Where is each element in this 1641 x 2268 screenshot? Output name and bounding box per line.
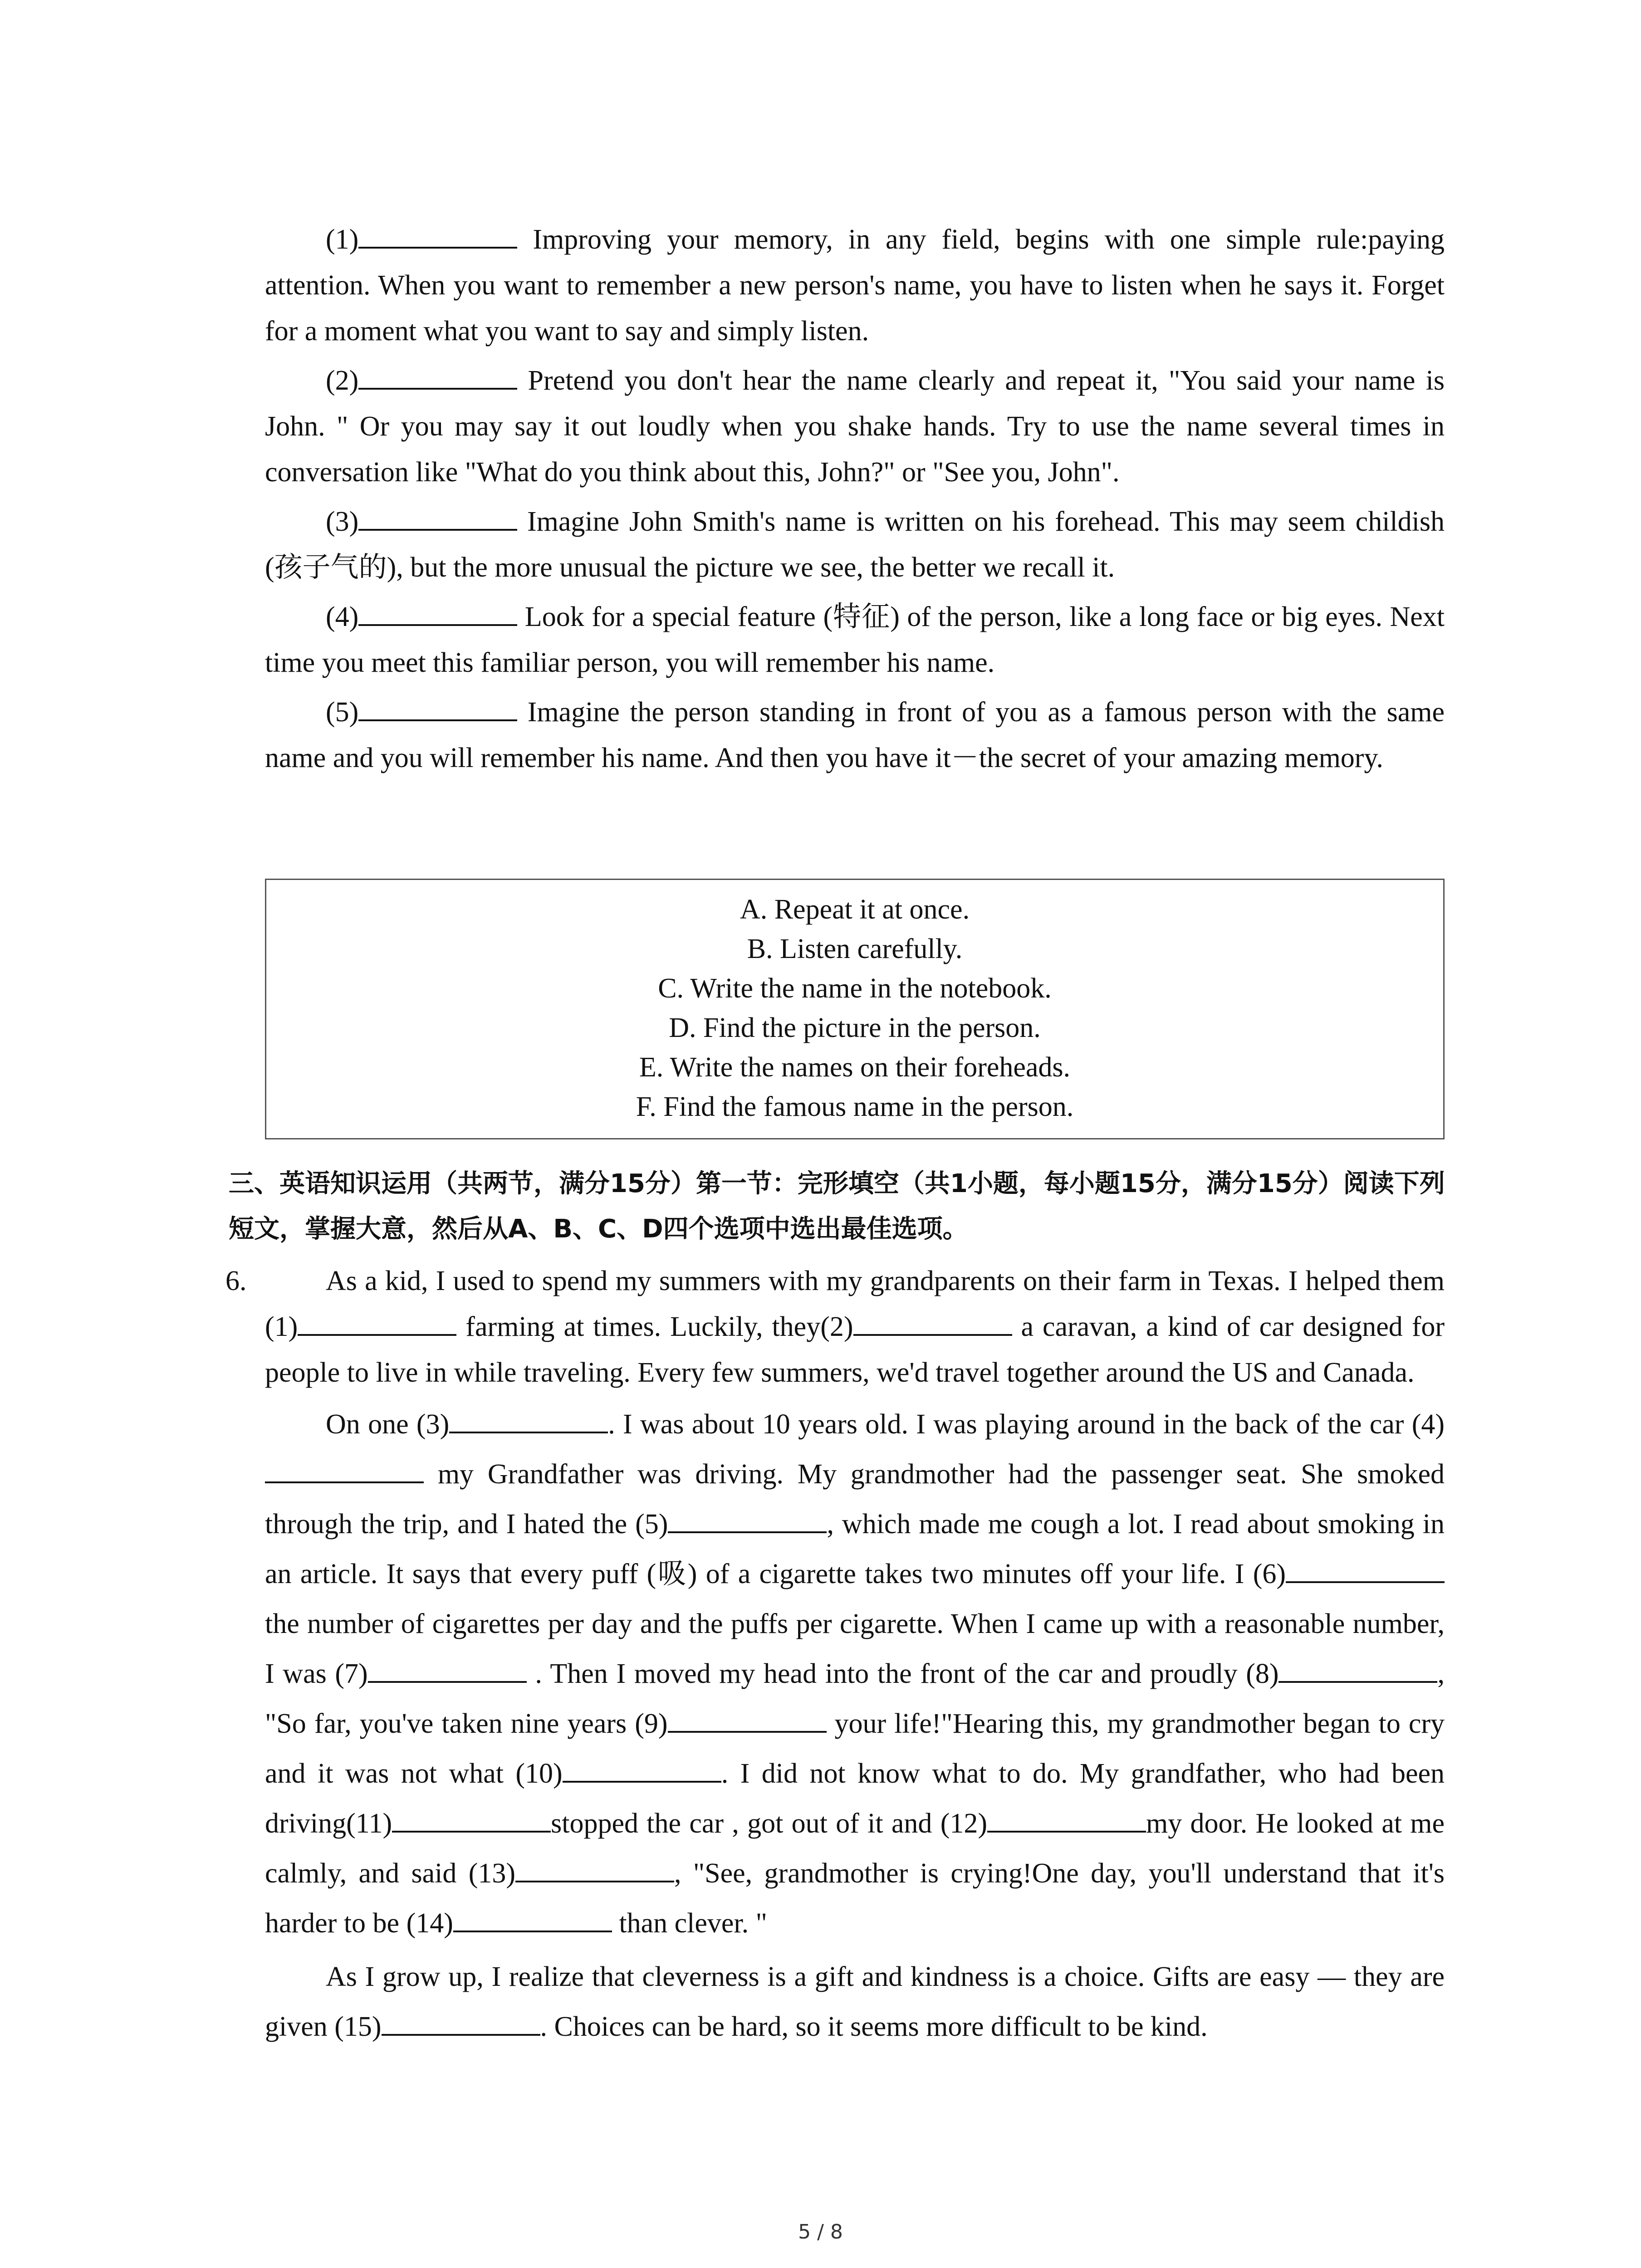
- blank-8[interactable]: [1279, 1657, 1437, 1683]
- blank-9[interactable]: [668, 1706, 827, 1733]
- blank-6[interactable]: [1286, 1557, 1445, 1583]
- option-a: A. Repeat it at once.: [740, 894, 970, 925]
- matching-item-5: (5) Imagine the person standing in front of you as a famous person with the same name and you will remember his name. And then you have it－the secret of your amazing memory.: [265, 689, 1445, 781]
- blank-4[interactable]: [265, 1457, 424, 1483]
- option-c: C. Write the name in the notebook.: [658, 973, 1052, 1004]
- question-number: 6.: [225, 1266, 247, 1296]
- answer-blank[interactable]: [358, 695, 517, 721]
- cloze-paragraph-1: As a kid, I used to spend my summers with my grandparents on their farm in Texas. I helped them (1) farming at times. Luckily, they(2) a caravan, a kind of car designed for people to live in while traveling. Every few summers, we'd travel together around the US and Canada.: [265, 1266, 1445, 1388]
- cloze-paragraph-2: On one (3) . I was about 10 years old. I was playing around in the back of the car (4) my Grandfather was driving. My grandmother had the passenger seat. She smoked through the trip, and I hated the (5) , which made me cough a lot. I read about smoking in an article. It says that every puff (吸) of a cigarette takes two minutes off your life. I (6) the number of cigarettes per day and the puffs per cigarette. When I came up with a reasonable number, I was (7) . Then I moved my head into the front of the car and proudly (8) , "So far, you've taken nine years (9) your life!"Hearing this, my grandmother began to cry and it was not what (10) . I did not know what to do. My grandfather, who had been driving(11) stopped the car , got out of it and (12) my door. He looked at me calmly, and said (13) , "See, grandmother is crying!One day, you'll understand that it's harder to be (14) than clever. ": [265, 1399, 1445, 1948]
- matching-item-2: (2) Pretend you don't hear the name clearly and repeat it, "You said your name is John. " Or you may say it out loudly when you shake hands. Try to use the name several times in conversation like "What do you think about this, John?" or "See you, John".: [265, 358, 1445, 495]
- blank-5[interactable]: [668, 1507, 827, 1533]
- matching-item-4: (4) Look for a special feature (特征) of the person, like a long face or big eyes. Next time you meet this familiar person, you will remember his name.: [265, 594, 1445, 686]
- matching-passage: [265, 217, 1445, 781]
- answer-blank[interactable]: [358, 504, 517, 531]
- section-heading: 三、英语知识运用（共两节，满分15分）第一节：完形填空（共1小题，每小题15分，满分15分）阅读下列短文，掌握大意，然后从A、B、C、D四个选项中选出最佳选项。: [229, 1169, 1445, 1244]
- matching-item-1: (1) Improving your memory, in any field, begins with one simple rule:paying attention. When you want to remember a new person's name, you have to listen when he says it. Forget for a moment what you want to say and simply listen.: [265, 217, 1445, 354]
- blank-14[interactable]: [453, 1906, 612, 1932]
- answer-blank[interactable]: [358, 600, 517, 626]
- matching-item-3: (3) Imagine John Smith's name is written on his forehead. This may seem childish (孩子气的), but the more unusual the picture we see, the better we recall it.: [265, 499, 1445, 591]
- option-b: B. Listen carefully.: [747, 934, 963, 964]
- blank-2[interactable]: [853, 1310, 1012, 1336]
- options-box: [265, 879, 1445, 1139]
- answer-blank[interactable]: [358, 222, 517, 249]
- blank-13[interactable]: [515, 1856, 674, 1882]
- blank-7[interactable]: [368, 1657, 527, 1683]
- cloze-passage: [265, 1258, 1445, 2052]
- answer-blank[interactable]: [358, 363, 517, 390]
- blank-11[interactable]: [392, 1806, 551, 1833]
- blank-12[interactable]: [987, 1806, 1146, 1833]
- blank-15[interactable]: [382, 2009, 540, 2036]
- option-d: D. Find the picture in the person.: [669, 1012, 1041, 1043]
- cloze-paragraph-3: As I grow up, I realize that cleverness is a gift and kindness is a choice. Gifts are easy — they are given (15) . Choices can be hard, so it seems more difficult to be kind.: [265, 1961, 1445, 2042]
- option-f: F. Find the famous name in the person.: [636, 1091, 1074, 1122]
- page-number: 5 / 8: [798, 2220, 843, 2244]
- option-e: E. Write the names on their foreheads.: [639, 1052, 1071, 1083]
- blank-3[interactable]: [449, 1407, 608, 1433]
- blank-1[interactable]: [298, 1310, 456, 1336]
- blank-10[interactable]: [563, 1756, 721, 1783]
